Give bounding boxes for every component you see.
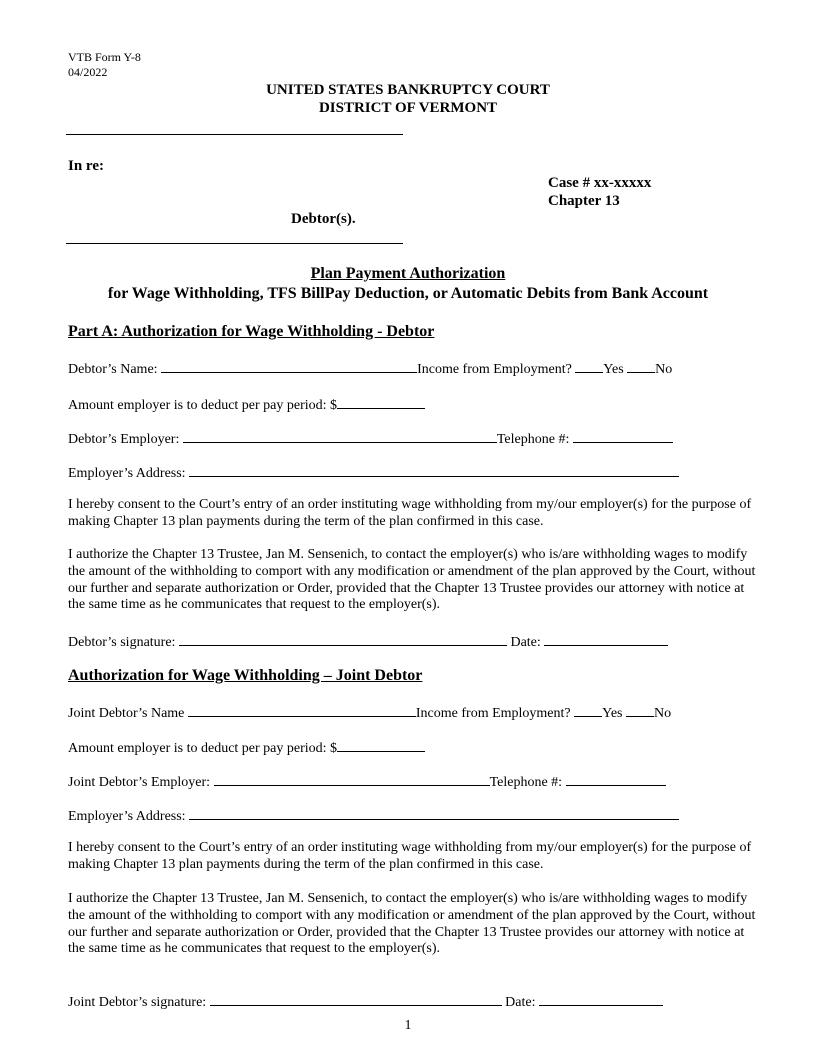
joint-amount-field[interactable] [337,739,425,752]
joint-address-field[interactable] [189,807,679,820]
income-yes-field[interactable] [575,360,603,373]
caption-bottom-rule [66,243,403,244]
address-label: Employer’s Address: [68,466,186,481]
yes-label: Yes [603,362,624,377]
chapter-label: Chapter 13 [548,193,620,209]
debtor-authorize-paragraph: I authorize the Chapter 13 Trustee, Jan M. Sensenich, to contact the employer(s) who is/are withholding wages to modify the amount of the withholding to comport with any modification or amendment of the plan approved by the Court, without our further and separate authorization or Order, provided that the Chapter 13 Trustee provides our attorney with notice at the same time as he communicates that request to the employer(s). [68,547,756,613]
document-title: Plan Payment Authorization [310,265,506,282]
income-label: Income from Employment? [417,362,572,377]
joint-consent-paragraph: I hereby consent to the Court’s entry of an order instituting wage withholding from my/our employer(s) for the purpose of making Chapter 13 plan payments during the term of the plan confirmed in this case. [68,840,752,872]
joint-signature-row [68,993,663,1011]
debtor-amount-row [68,396,425,414]
debtor-employer-field[interactable] [183,430,497,443]
joint-telephone-field[interactable] [566,773,666,786]
signature-label: Debtor’s signature: [68,635,176,650]
income-no-field[interactable] [627,360,655,373]
joint-yes-label: Yes [602,706,623,721]
part-a-heading: Part A: Authorization for Wage Withholding - Debtor [68,323,435,340]
joint-income-yes-field[interactable] [574,704,602,717]
court-district: DISTRICT OF VERMONT [318,100,498,116]
joint-heading: Authorization for Wage Withholding – Joint Debtor [68,667,423,684]
joint-date-field[interactable] [539,993,663,1006]
no-label: No [655,362,673,377]
joint-employer-field[interactable] [214,773,490,786]
employer-label: Debtor’s Employer: [68,432,180,447]
caption-top-rule [66,134,403,135]
debtor-address-row [68,464,679,482]
telephone-label: Telephone #: [496,432,570,447]
joint-date-label: Date: [505,995,536,1010]
court-name: UNITED STATES BANKRUPTCY COURT [266,82,550,98]
amount-label: Amount employer is to deduct per pay period: $ [68,398,338,413]
debtor-telephone-field[interactable] [573,430,673,443]
form-date: 04/2022 [68,65,108,79]
joint-no-label: No [654,706,672,721]
joint-signature-label: Joint Debtor’s signature: [68,995,207,1010]
joint-income-no-field[interactable] [626,704,654,717]
debtor-signature-row [68,633,668,651]
date-label: Date: [510,635,541,650]
debtor-address-field[interactable] [189,464,679,477]
debtor-amount-field[interactable] [337,396,425,409]
debtor-name-field[interactable] [161,360,417,373]
joint-amount-label: Amount employer is to deduct per pay period: $ [68,741,338,756]
in-re-label: In re: [68,158,104,174]
joint-employer-row [68,773,666,791]
joint-name-field[interactable] [188,704,416,717]
document-subtitle: for Wage Withholding, TFS BillPay Deduction, or Automatic Debits from Bank Account [107,285,709,302]
joint-address-row [68,807,679,825]
debtor-date-field[interactable] [544,633,668,646]
joint-signature-field[interactable] [210,993,502,1006]
debtor-consent-paragraph: I hereby consent to the Court’s entry of an order instituting wage withholding from my/our employer(s) for the purpose of making Chapter 13 plan payments during the term of the plan confirmed in this case. [68,497,752,529]
page-number: 1 [404,1018,412,1033]
joint-telephone-label: Telephone #: [489,775,563,790]
form-id: VTB Form Y-8 [68,50,141,64]
debtor-name-row [68,360,672,378]
debtor-name-label: Debtor’s Name: [68,362,158,377]
joint-amount-row [68,739,425,757]
joint-employer-label: Joint Debtor’s Employer: [68,775,211,790]
debtors-label: Debtor(s). [291,211,356,227]
joint-name-label: Joint Debtor’s Name [68,706,185,721]
joint-address-label: Employer’s Address: [68,809,186,824]
debtor-signature-field[interactable] [179,633,507,646]
joint-authorize-paragraph: I authorize the Chapter 13 Trustee, Jan M. Sensenich, to contact the employer(s) who is/are withholding wages to modify the amount of the withholding to comport with any modification or amendment of the plan approved by the Court, without our further and separate authorization or Order, provided that the Chapter 13 Trustee provides our attorney with notice at the same time as he communicates that request to the employer(s). [68,891,756,957]
joint-name-row [68,704,671,722]
joint-income-label: Income from Employment? [415,706,571,721]
debtor-employer-row [68,430,673,448]
case-number: Case # xx-xxxxx [548,175,652,191]
